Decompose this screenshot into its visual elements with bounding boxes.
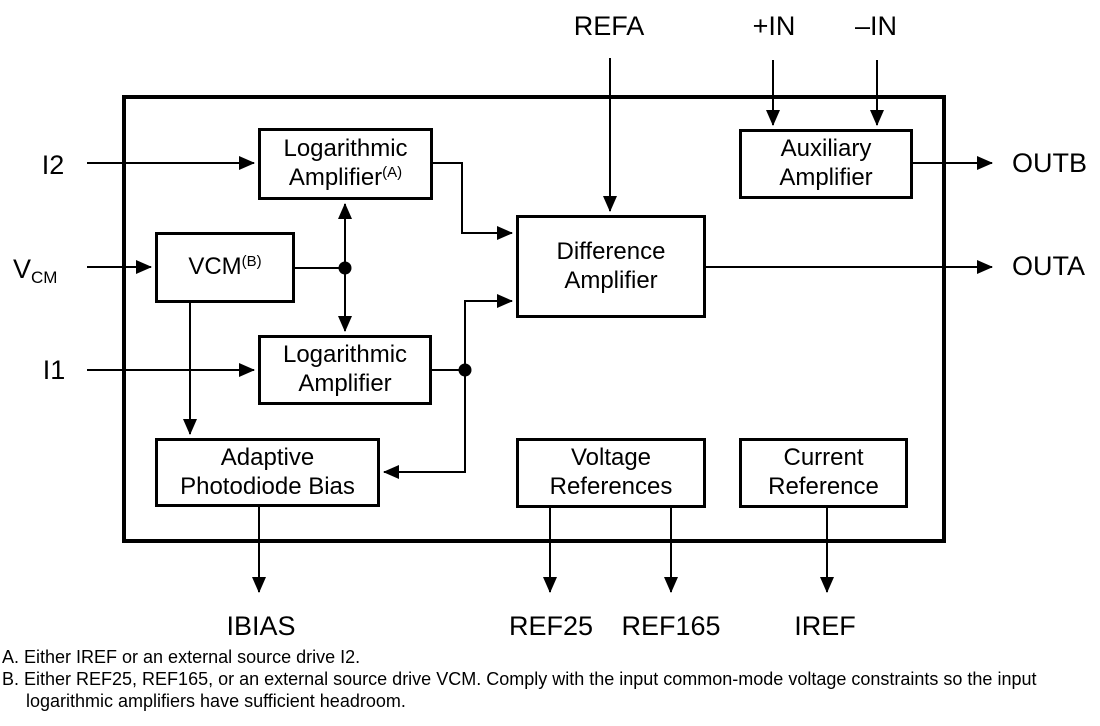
block-difference-amplifier [516,215,706,318]
block-label-line2 [768,473,879,502]
label-text: Amplifier [298,370,392,397]
junction-dot-logamp [459,364,472,377]
label-text: References [549,473,673,500]
junction-dot-vcm [339,262,352,275]
block-label-line1 [571,444,651,473]
label-subscript: CM [31,268,58,287]
block-label-line2 [550,473,673,502]
label-text: Amplifier [564,266,658,294]
label-text: VCM [188,253,242,281]
block-label-line2 [779,164,872,193]
label-text: Logarithmic [282,341,408,369]
block-label-line2 [180,473,355,502]
block-vcm [155,232,295,303]
block-label-line1 [783,444,863,473]
port-label-minus-in: –IN [854,11,898,41]
label-text: Amplifier [288,164,383,191]
block-label-line1 [221,444,314,473]
block-label-line1 [188,253,261,282]
port-label-outb: OUTB [1012,148,1088,178]
port-label-refa: REFA [573,11,645,41]
wire-logamp-a-to-diff [433,163,512,233]
block-label-line1 [283,341,407,370]
label-text: Logarithmic [283,135,408,163]
block-label-line2 [564,267,657,296]
label-text: Current [783,444,864,472]
block-voltage-references [516,438,706,508]
footnotes [2,646,1096,712]
label-text: Voltage [570,444,652,472]
label-text: Photodiode Bias [180,472,355,500]
port-label-ibias: IBIAS [226,611,296,641]
label-text: Amplifier [779,164,873,191]
block-label-line1 [781,135,872,164]
label-text: Auxiliary [780,135,872,163]
label-text: V [13,254,32,284]
port-label-ref165: REF165 [621,611,721,641]
block-logarithmic-amplifier [258,335,432,405]
footnote-b: B. Either REF25, REF165, or an external source drive VCM. Comply with the input common-mode voltage constraints so the input logarithmic amplifiers have sufficient headroom. [2,669,1037,711]
block-label-line1 [283,135,407,164]
block-label-line1 [557,238,666,267]
port-label-iref: IREF [794,611,856,641]
block-adaptive-photodiode-bias [155,438,380,507]
port-label-ref25: REF25 [508,611,594,641]
label-text: Difference [556,237,666,265]
port-label-i1: I1 [42,355,66,385]
port-label-plus-in: +IN [752,11,796,41]
port-label-outa: OUTA [1012,251,1085,281]
block-label-line2 [298,370,391,399]
footnote-ref-a: (A) [382,164,403,181]
label-text: Reference [768,473,879,500]
block-label-line2 [289,164,402,193]
block-auxiliary-amplifier [739,129,913,199]
label-text: Adaptive [220,443,315,471]
port-label-vcm [13,254,58,287]
block-logarithmic-amplifier-a [258,128,433,200]
footnote-ref-b: (B) [241,253,262,271]
wire-logamp-to-diff [465,301,512,370]
port-label-i2: I2 [41,150,65,180]
footnote-a: A. Either IREF or an external source drive I2. [2,647,361,667]
block-current-reference [739,438,908,508]
